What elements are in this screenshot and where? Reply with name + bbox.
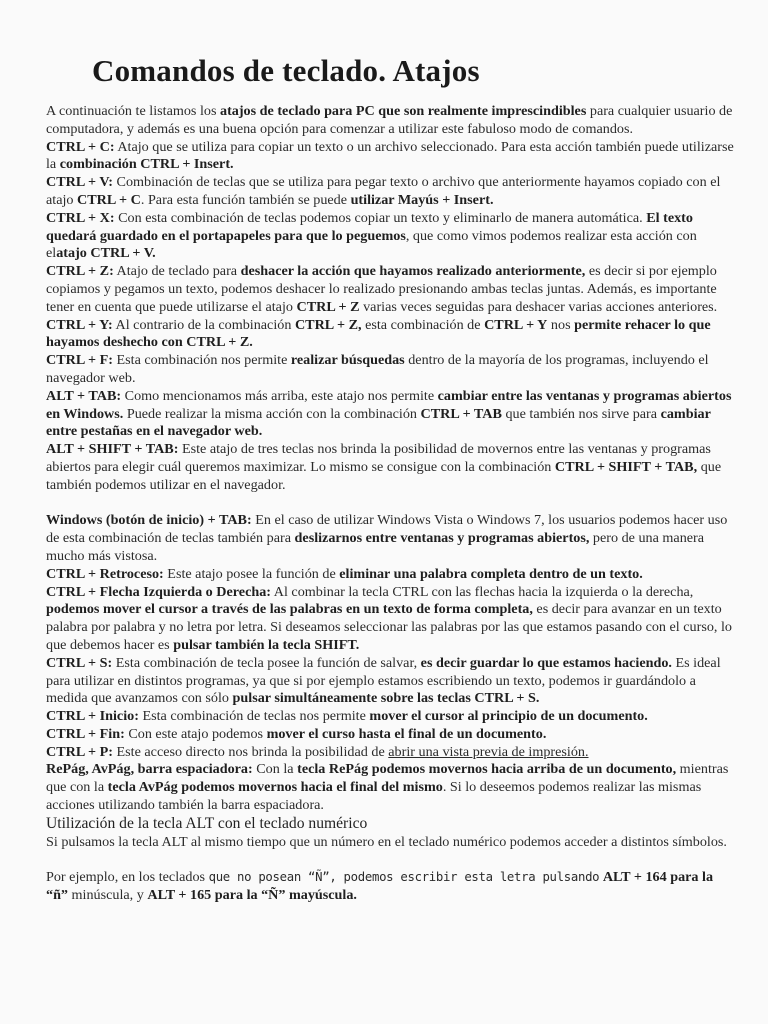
paragraph: [46, 352, 736, 388]
bold-text: cambiar entre pestañas en el navegador web.: [46, 405, 711, 440]
text-run: esta combinación de: [361, 316, 485, 333]
bold-text: realizar búsquedas: [290, 352, 405, 369]
text-run: Atajo de teclado para: [113, 263, 241, 280]
bold-text: CTRL + F:: [46, 352, 113, 369]
bold-text: mover el cursor al principio de un documento.: [369, 708, 648, 725]
text-run: Este atajo posee la función de: [163, 565, 340, 582]
bold-text: CTRL + TAB: [420, 405, 502, 422]
paragraph: [46, 566, 736, 584]
bold-text: atajo CTRL + V.: [56, 245, 156, 262]
text-run: Con esta combinación de teclas podemos copiar un texto y eliminarlo de manera automática.: [114, 209, 647, 226]
text-run: Combinación de teclas que se utiliza para pegar texto o archivo que anteriormente hayamos copiado con el atajo: [46, 174, 721, 208]
paragraph: [46, 761, 736, 814]
paragraph: [46, 708, 736, 726]
paragraph: [46, 584, 736, 655]
paragraph: [46, 139, 736, 175]
bold-text: es decir guardar lo que estamos haciendo.: [420, 654, 672, 671]
bold-text: tecla AvPág podemos movernos hacia el final del mismo: [107, 779, 443, 796]
paragraph-spacer: [46, 851, 736, 869]
paragraph: [46, 210, 736, 263]
bold-text: CTRL + V:: [46, 174, 114, 191]
document-body: [46, 103, 736, 905]
bold-text: CTRL + Inicio:: [46, 708, 139, 725]
text-run: mientras que con la: [46, 761, 729, 796]
bold-text: permite rehacer lo que hayamos deshecho con CTRL + Z.: [46, 316, 711, 351]
text-run: Este acceso directo nos brinda la posibilidad de: [112, 743, 389, 760]
paragraph: [46, 726, 736, 744]
bold-text: cambiar entre las ventanas y programas abiertos en Windows.: [46, 387, 732, 422]
mono-text: que no posean “Ñ”, podemos escribir esta letra pulsando: [208, 870, 600, 885]
underlined-text: abrir una vista previa de impresión.: [388, 743, 589, 760]
paragraph: [46, 441, 736, 494]
bold-text: Windows (botón de inicio) + TAB:: [46, 512, 252, 529]
text-run: es decir para avanzar en un texto palabra por palabra y no letra por letra. Si deseamos seleccionar las palabras por las que estamos pasando con el curso, lo que debemos hacer es: [46, 601, 732, 653]
text-run: que también nos sirve para: [501, 405, 661, 422]
bold-text: CTRL + Y: [484, 316, 548, 333]
bold-text: ALT + SHIFT + TAB:: [46, 441, 179, 458]
bold-text: CTRL + Y:: [46, 316, 113, 333]
text-run: nos: [547, 316, 575, 333]
bold-text: tecla RePág podemos movernos hacia arriba de un documento,: [297, 761, 677, 778]
bold-text: El texto quedará guardado en el portapapeles para que lo peguemos: [46, 209, 693, 244]
bold-text: combinación CTRL + Insert.: [59, 156, 234, 173]
bold-text: deslizarnos entre ventanas y programas abiertos,: [294, 530, 590, 547]
paragraph: [46, 744, 736, 762]
text-run: para cualquier usuario de computadora, y además es una buena opción para comenzar a utilizar este fabuloso modo de comandos.: [46, 103, 733, 137]
paragraph: [46, 512, 736, 565]
bold-text: CTRL + SHIFT + TAB,: [554, 458, 698, 475]
text-run: minúscula, y: [68, 887, 148, 904]
bold-text: pulsar simultáneamente sobre las teclas CTRL + S.: [232, 690, 540, 707]
text-run: es decir si por ejemplo copiamos y pegamos un texto, podemos deshacer lo realizado presionando ambas teclas juntas. Además, es importante tener en cuenta que puede utilizarse el atajo: [46, 263, 717, 315]
text-run: Es ideal para utilizar en distintos programas, ya que si por ejemplo estamos escribiendo un texto, podemos ir guardándolo a medida que avanzamos con sólo: [46, 654, 721, 707]
text-run: , que como vimos podemos realizar esta acción con el: [46, 227, 697, 262]
text-run: . Para esta función también se puede: [140, 191, 351, 208]
bold-text: CTRL + C:: [46, 138, 115, 155]
paragraph: [46, 655, 736, 708]
text-run: A continuación te listamos los: [46, 103, 220, 119]
text-run: . Si lo deseemos podemos realizar las mismas acciones utilizando también la barra espaciadora.: [46, 779, 702, 814]
bold-text: CTRL + Z:: [46, 263, 114, 280]
paragraph: [46, 103, 736, 139]
text-run: Esta combinación nos permite: [112, 352, 291, 369]
text-run: Puede realizar la misma acción con la combinación: [123, 405, 421, 422]
bold-text: atajos de teclado para PC que son realmente imprescindibles: [220, 103, 587, 119]
paragraph: [46, 834, 736, 852]
text-run: Como mencionamos más arriba, este atajo nos permite: [121, 387, 438, 404]
bold-text: CTRL + Fin:: [46, 725, 125, 742]
text-run: Con este atajo podemos: [124, 725, 267, 742]
text-run: Este atajo de tres teclas nos brinda la posibilidad de movernos entre las ventanas y programas abiertos para elegir cuál queremos maximizar. Lo mismo se consigue con la combinación: [46, 441, 711, 475]
bold-text: CTRL + Retroceso:: [46, 565, 164, 582]
bold-text: pulsar también la tecla SHIFT.: [173, 636, 360, 653]
bold-text: ALT + TAB:: [46, 387, 122, 404]
bold-text: CTRL + Z,: [294, 316, 362, 333]
text-run: varias veces seguidas para deshacer varias acciones anteriores.: [359, 298, 718, 315]
text-run: Con la: [252, 761, 298, 778]
bold-text: CTRL + S:: [46, 654, 113, 671]
paragraph: [46, 174, 736, 210]
paragraph: [46, 869, 736, 905]
text-run: Atajo que se utiliza para copiar un texto o un archivo seleccionado. Para esta acción también puede utilizarse la: [46, 138, 734, 173]
paragraph: [46, 317, 736, 353]
text-run: pero de una manera mucho más vistosa.: [46, 530, 705, 564]
bold-text: eliminar una palabra completa dentro de un texto.: [339, 565, 643, 582]
bold-text: mover el curso hasta el final de un documento.: [266, 725, 547, 742]
bold-text: CTRL + C: [77, 191, 141, 208]
bold-text: deshacer la acción que hayamos realizado anteriormente,: [240, 263, 586, 280]
bold-text: CTRL + X:: [46, 209, 115, 226]
bold-text: utilizar Mayús + Insert.: [350, 191, 494, 208]
paragraph: [46, 815, 736, 834]
paragraph: [46, 388, 736, 441]
bold-text: RePág, AvPág, barra espaciadora:: [46, 761, 253, 778]
paragraph-spacer: [46, 495, 736, 513]
paragraph: [46, 263, 736, 316]
bold-text: CTRL + P:: [46, 743, 113, 760]
section-subheading: Utilización de la tecla ALT con el teclado numérico: [46, 814, 368, 832]
text-run: Esta combinación de teclas nos permite: [138, 708, 370, 725]
text-run: dentro de la mayoría de los programas, incluyendo el navegador web.: [46, 352, 709, 386]
bold-text: ALT + 165 para la “Ñ” mayúscula.: [147, 887, 357, 904]
bold-text: CTRL + Flecha Izquierda o Derecha:: [46, 583, 271, 600]
text-run: Por ejemplo, en los teclados: [46, 869, 209, 886]
text-run: En el caso de utilizar Windows Vista o Windows 7, los usuarios podemos hacer uso de esta combinación de teclas también para: [46, 512, 728, 547]
bold-text: ALT + 164 para la “ñ”: [46, 869, 714, 904]
text-run: Esta combinación de tecla posee la función de salvar,: [112, 654, 421, 671]
page-title: Comandos de teclado. Atajos: [92, 53, 480, 88]
bold-text: CTRL + Z: [296, 298, 360, 315]
text-run: que también podemos utilizar en el navegador.: [46, 458, 722, 493]
text-run: Si pulsamos la tecla ALT al mismo tiempo que un número en el teclado numérico podemos acceder a distintos símbolos.: [46, 833, 727, 850]
text-run: Al contrario de la combinación: [112, 316, 295, 333]
bold-text: podemos mover el cursor a través de las palabras en un texto de forma completa,: [46, 601, 533, 618]
text-run: Al combinar la tecla CTRL con las flechas hacia la izquierda o la derecha,: [271, 583, 694, 600]
